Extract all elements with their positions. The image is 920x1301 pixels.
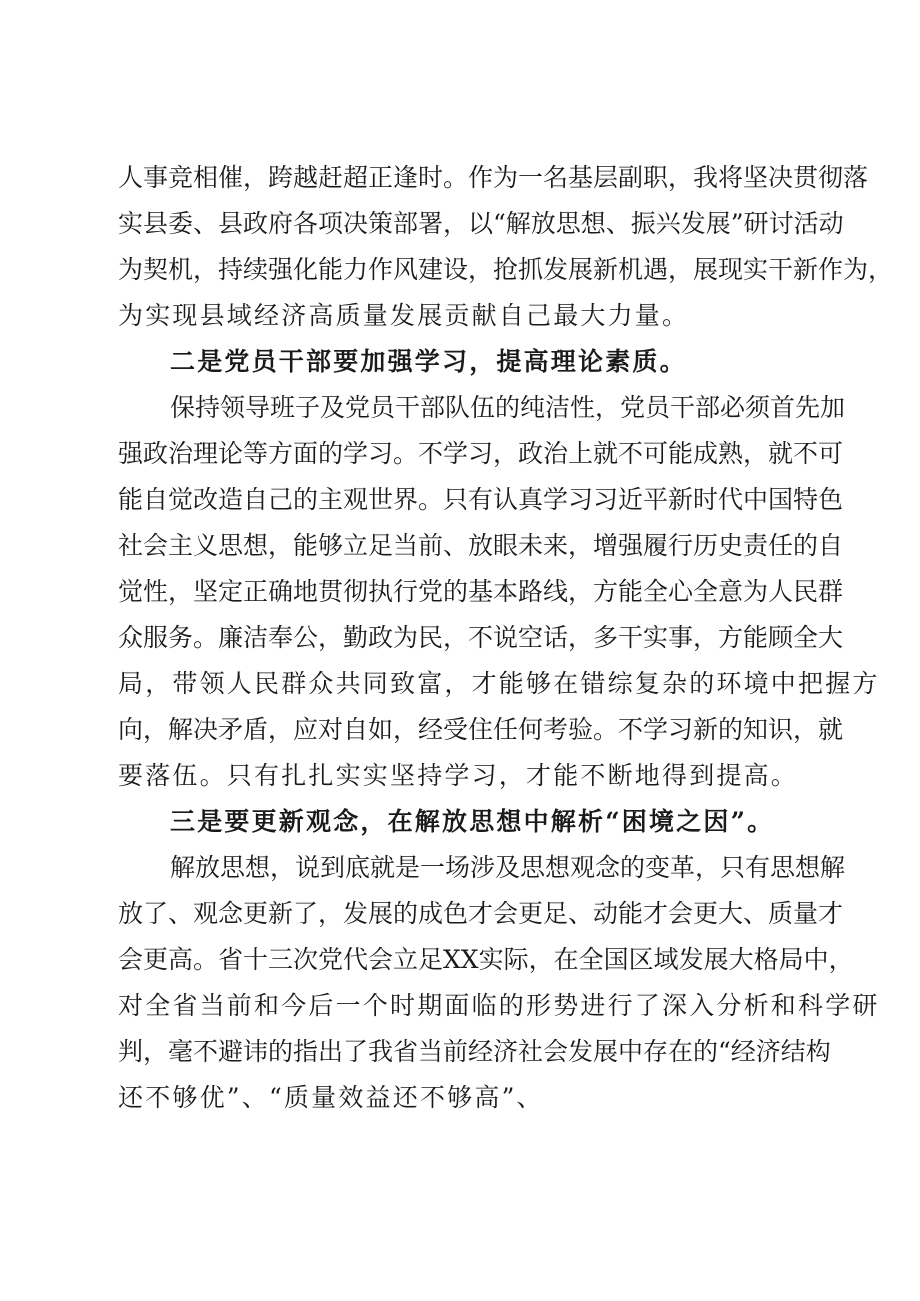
paragraph-line: 还不够优”、“质量效益还不够高”、 (118, 1083, 544, 1112)
paragraph-line: 为契机，持续强化能力作风建设，抢抓发展新机遇，展现实干新作为， (118, 255, 894, 284)
paragraph-line: 保持领导班子及党员干部队伍的纯洁性，党员干部必须首先加 (170, 393, 846, 422)
paragraph-line: 向，解决矛盾，应对自如，经受住任何考验。不学习新的知识，就 (118, 715, 844, 744)
paragraph-line: 对全省当前和今后一个时期面临的形势进行了深入分析和科学研 (118, 991, 880, 1020)
paragraph-line: 觉性，坚定正确地贯彻执行党的基本路线，方能全心全意为人民群 (118, 577, 844, 606)
paragraph-line: 解放思想，说到底就是一场涉及思想观念的变革，只有思想解 (170, 853, 846, 882)
paragraph-line: 强政治理论等方面的学习。不学习，政治上就不可能成熟，就不可 (118, 439, 844, 468)
paragraph-line: 人事竞相催，跨越赶超正逢时。作为一名基层副职，我将坚决贯彻落 (118, 163, 869, 192)
paragraph-line: 为实现县域经济高质量发展贡献自己最大力量。 (118, 301, 690, 330)
document-body (118, 155, 894, 1121)
paragraph-line: 会更高。省十三次党代会立足XX实际，在全国区域发展大格局中， (118, 945, 854, 974)
paragraph-line: 要落伍。只有扎扎实实坚持学习，才能不断地得到提高。 (118, 761, 799, 790)
paragraph-line: 实县委、县政府各项决策部署，以“解放思想、振兴发展”研讨活动 (118, 209, 844, 238)
paragraph-line: 能自觉改造自己的主观世界。只有认真学习习近平新时代中国特色 (118, 485, 844, 514)
section-heading-line: 三是要更新观念，在解放思想中解析“困境之因”。 (170, 807, 775, 836)
paragraph-line: 局，带领人民群众共同致富，才能够在错综复杂的环境中把握方 (118, 669, 880, 698)
paragraph-line: 判，毫不避讳的指出了我省当前经济社会发展中存在的“经济结构 (118, 1037, 831, 1066)
paragraph-line: 社会主义思想，能够立足当前、放眼未来，增强履行历史责任的自 (118, 531, 844, 560)
paragraph-line: 众服务。廉洁奉公，勤政为民，不说空话，多干实事，方能顾全大 (118, 623, 844, 652)
paragraph-line: 放了、观念更新了，发展的成色才会更足、动能才会更大、质量才 (118, 899, 844, 928)
section-heading-line: 二是党员干部要加强学习，提高理论素质。 (170, 347, 687, 376)
